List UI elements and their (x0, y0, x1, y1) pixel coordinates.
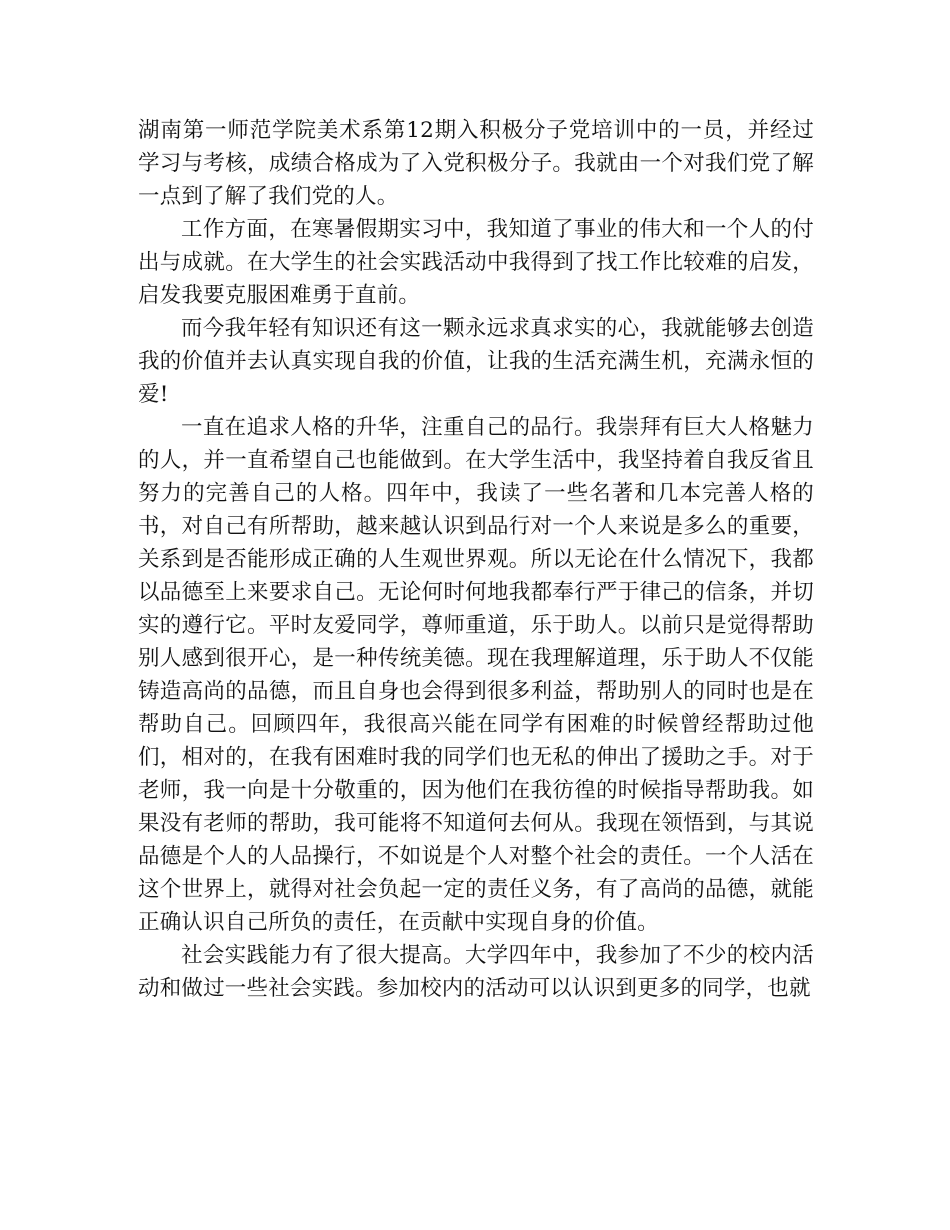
paragraph-2: 工作方面，在寒暑假期实习中，我知道了事业的伟大和一个人的付出与成就。在大学生的社会实践活动中我得到了找工作比较难的启发，启发我要克服困难勇于直前。 (138, 217, 814, 308)
paragraph-5: 社会实践能力有了很大提高。大学四年中，我参加了不少的校内活动和做过一些社会实践。参加校内的活动可以认识到更多的同学，也就 (138, 943, 814, 1001)
paragraph-4: 一直在追求人格的升华，注重自己的品行。我崇拜有巨大人格魅力的人，并一直希望自己也能做到。在大学生活中，我坚持着自我反省且努力的完善自己的人格。四年中，我读了一些名著和几本完善人格的书，对自己有所帮助，越来越认识到品行对一个人来说是多么的重要，关系到是否能形成正确的人生观世界观。所以无论在什么情况下，我都以品德至上来要求自己。无论何时何地我都奉行严于律己的信条，并切实的遵行它。平时友爱同学，尊师重道，乐于助人。以前只是觉得帮助别人感到很开心，是一种传统美德。现在我理解道理，乐于助人不仅能铸造高尚的品德，而且自身也会得到很多利益，帮助别人的同时也是在帮助自己。回顾四年，我很高兴能在同学有困难的时候曾经帮助过他们，相对的，在我有困难时我的同学们也无私的伸出了援助之手。对于老师，我一向是十分敬重的，因为他们在我彷徨的时候指导帮助我。如果没有老师的帮助，我可能将不知道何去何从。我现在领悟到，与其说品德是个人的人品操行，不如说是个人对整个社会的责任。一个人活在这个世界上，就得对社会负起一定的责任义务，有了高尚的品德，就能正确认识自己所负的责任，在贡献中实现自身的价值。 (138, 415, 814, 935)
paragraph-1: 湖南第一师范学院美术系第12期入积极分子党培训中的一员，并经过学习与考核，成绩合格成为了入党积极分子。我就由一个对我们党了解一点到了解了我们党的人。 (138, 118, 814, 209)
document-body (138, 114, 814, 1005)
paragraph-3: 而今我年轻有知识还有这一颗永远求真求实的心，我就能够去创造我的价值并去认真实现自我的价值，让我的生活充满生机，充满永恒的爱! (138, 316, 814, 407)
